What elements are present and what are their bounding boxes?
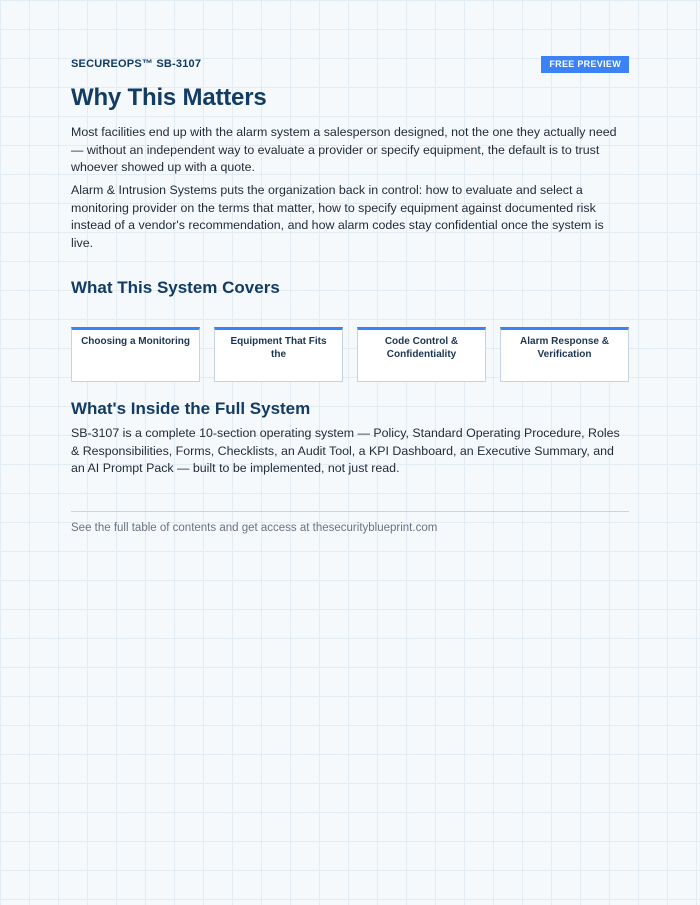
- card-label: Equipment That Fits the: [230, 336, 327, 360]
- header-bar: [71, 56, 629, 74]
- covers-card-alarm-response: [500, 327, 629, 382]
- footer-divider: [71, 511, 629, 512]
- page-title: Why This Matters: [71, 84, 267, 111]
- covers-card-row: [71, 327, 629, 381]
- free-preview-badge: FREE PREVIEW: [541, 56, 629, 73]
- card-label: Choosing a Monitoring: [81, 336, 190, 347]
- covers-heading: What This System Covers: [71, 278, 280, 297]
- inside-heading: What's Inside the Full System: [71, 399, 311, 418]
- why-paragraph-2: Alarm & Intrusion Systems puts the organization back in control: how to evaluate and select a monitoring provider on the terms that matter, how to specify equipment against documented risk instead of a vendor's recommendation, and how alarm codes stay confidential once the system is live.: [71, 183, 604, 250]
- covers-card-code-control: [357, 327, 486, 382]
- card-label: Code Control & Confidentiality: [384, 336, 459, 360]
- card-label: Alarm Response & Verification: [520, 336, 609, 360]
- document-code: SECUREOPS™ SB-3107: [71, 58, 202, 70]
- covers-card-monitoring: [71, 327, 200, 382]
- inside-paragraph: SB-3107 is a complete 10-section operating system — Policy, Standard Operating Procedure, Roles & Responsibilities, Forms, Checklists, an Audit Tool, a KPI Dashboard, an Executive Summary, and an AI Prompt Pack — built to be implemented, not just read.: [71, 426, 620, 475]
- footer-text: See the full table of contents and get access at thesecurityblueprint.com: [71, 522, 438, 534]
- covers-card-equipment: [214, 327, 343, 382]
- why-paragraph-1: Most facilities end up with the alarm system a salesperson designed, not the one they actually need — without an independent way to evaluate a provider or specify equipment, the default is to trust whoever showed up with a quote.: [71, 125, 617, 174]
